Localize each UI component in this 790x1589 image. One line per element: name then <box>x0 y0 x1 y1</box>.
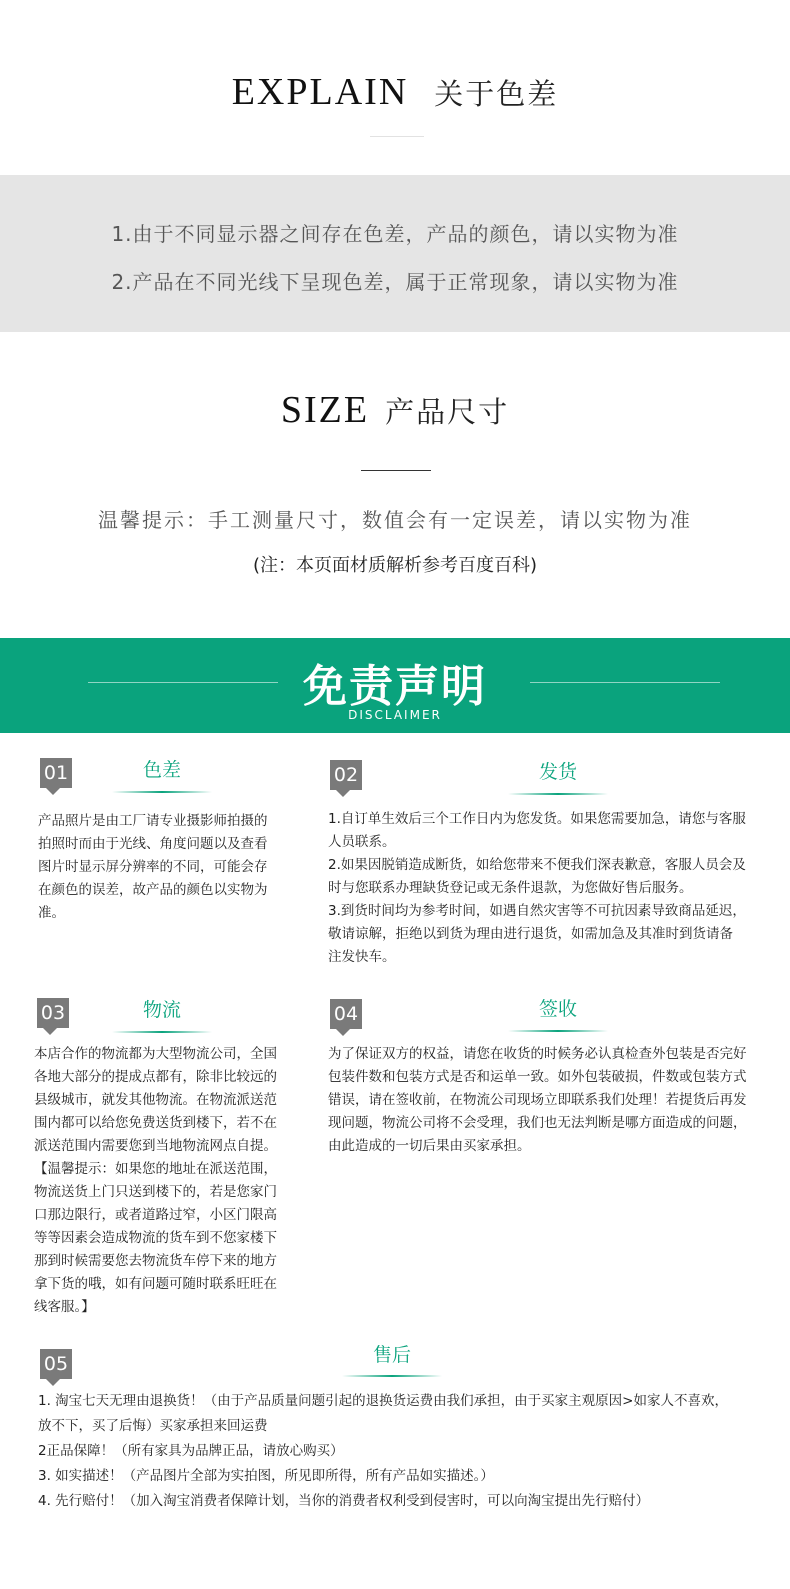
size-note-text: (注：本页面材质解析参考百度百科) <box>252 555 538 576</box>
text-line: 等等因素会造成物流的货车到不您家楼下 <box>34 1230 277 1246</box>
explain-title-en: EXPLAIN <box>231 71 409 113</box>
text-line: 产品照片是由工厂请专业摄影师拍摄的 <box>38 813 268 829</box>
text-line: 拍照时而由于光线、角度问题以及查看 <box>38 836 268 852</box>
text-line: 准。 <box>38 905 65 921</box>
section-underline-05 <box>342 1375 442 1377</box>
text-line: 各地大部分的提成点都有，除非比较远的 <box>34 1069 277 1085</box>
section-underline-04 <box>508 1030 608 1032</box>
text-line: 【温馨提示：如果您的地址在派送范围， <box>34 1161 277 1177</box>
section-body-03 <box>34 1043 277 1319</box>
text-line: 线客服。】 <box>34 1299 95 1315</box>
text-line: 错误，请在签收前，在物流公司现场立即联系我们处理！若提货后再发 <box>328 1092 747 1108</box>
text-line: 由此造成的一切后果由买家承担。 <box>328 1138 531 1154</box>
section-title-logistics: 物流 <box>142 999 181 1021</box>
section-body-04 <box>328 1043 747 1158</box>
section-title-receipt: 签收 <box>538 998 577 1020</box>
section-number-04: 04 <box>330 999 362 1029</box>
section-title-shipping: 发货 <box>538 761 577 783</box>
text-line: 围内都可以给您免费送货到楼下，若不在 <box>34 1115 277 1131</box>
section-number-03: 03 <box>37 998 69 1028</box>
text-line: 3.到货时间均为参考时间，如遇自然灾害等不可抗因素导致商品延迟， <box>328 903 746 919</box>
text-line: 县级城市，就发其他物流。在物流派送范 <box>34 1092 277 1108</box>
size-title-cn: 产品尺寸 <box>385 394 510 429</box>
text-line: 拿下货的哦，如有问题可随时联系旺旺在 <box>34 1276 277 1292</box>
disclaimer-title-cn: 免责声明 <box>303 661 487 712</box>
section-body-01 <box>38 810 268 925</box>
text-line: 现问题，物流公司将不会受理，我们也无法判断是哪方面造成的问题， <box>328 1115 747 1131</box>
text-line: 1.自订单生效后三个工作日内为您发货。如果您需要加急，请您与客服 <box>328 811 746 827</box>
text-line: 敬请谅解，拒绝以到货为理由进行退货，如需加急及其准时到货请备 <box>328 926 733 942</box>
text-line: 口那边限行，或者道路过窄，小区门限高 <box>34 1207 277 1223</box>
explain-title-cn: 关于色差 <box>434 76 559 111</box>
section-title-after-sales: 售后 <box>372 1344 411 1366</box>
text-line: 3. 如实描述！（产品图片全部为实拍图，所见即所得，所有产品如实描述。） <box>38 1468 494 1484</box>
text-line: 注发快车。 <box>328 949 396 965</box>
text-line: 时与您联系办理缺货登记或无条件退款，为您做好售后服务。 <box>328 880 693 896</box>
text-line: 2正品保障！（所有家具为品牌正品，请放心购买） <box>38 1443 344 1459</box>
section-number-01: 01 <box>40 758 72 788</box>
section-number-05: 05 <box>40 1349 72 1379</box>
text-line: 1. 淘宝七天无理由退换货！（由于产品质量问题引起的退换货运费由我们承担，由于买家主观原因>如家人不喜欢， <box>38 1393 728 1409</box>
text-line: 本店合作的物流都为大型物流公司，全国 <box>34 1046 277 1062</box>
section-body-02 <box>328 808 746 969</box>
text-line: 包装件数和包装方式是否和运单一致。如外包装破损，件数或包装方式 <box>328 1069 747 1085</box>
size-divider <box>361 470 431 471</box>
section-underline-03 <box>112 1031 212 1033</box>
disclaimer-title-en: DISCLAIMER <box>348 708 442 722</box>
size-tip-text: 温馨提示：手工测量尺寸，数值会有一定误差，请以实物为准 <box>98 508 692 532</box>
text-line: 那到时候需要您去物流货车停下来的地方 <box>34 1253 277 1269</box>
section-title-color: 色差 <box>142 759 181 781</box>
text-line: 2.如果因脱销造成断货，如给您带来不便我们深表歉意，客服人员会及 <box>328 857 746 873</box>
section-underline-01 <box>112 791 212 793</box>
color-difference-band <box>0 175 790 332</box>
explain-divider <box>370 136 424 137</box>
text-line: 为了保证双方的权益，请您在收货的时候务必认真检查外包装是否完好 <box>328 1046 747 1062</box>
size-title-en: SIZE <box>280 389 370 431</box>
text-line: 在颜色的误差，故产品的颜色以实物为 <box>38 882 268 898</box>
section-number-02: 02 <box>330 760 362 790</box>
section-body-05 <box>38 1389 728 1514</box>
explain-line-2: 2.产品在不同光线下呈现色差，属于正常现象，请以实物为准 <box>111 270 679 294</box>
text-line: 物流送货上门只送到楼下的，若是您家门 <box>34 1184 277 1200</box>
size-heading <box>0 388 790 432</box>
text-line: 放不下，买了后悔）买家承担来回运费 <box>38 1418 268 1434</box>
text-line: 4. 先行赔付！（加入淘宝消费者保障计划，当你的消费者权利受到侵害时，可以向淘宝提出先行赔付） <box>38 1493 650 1509</box>
explain-line-1: 1.由于不同显示器之间存在色差，产品的颜色，请以实物为准 <box>111 222 679 246</box>
text-line: 图片时显示屏分辨率的不同，可能会存 <box>38 859 268 875</box>
section-underline-02 <box>508 793 608 795</box>
text-line: 派送范围内需要您到当地物流网点自提。 <box>34 1138 277 1154</box>
text-line: 人员联系。 <box>328 834 396 850</box>
explain-heading <box>0 70 790 114</box>
